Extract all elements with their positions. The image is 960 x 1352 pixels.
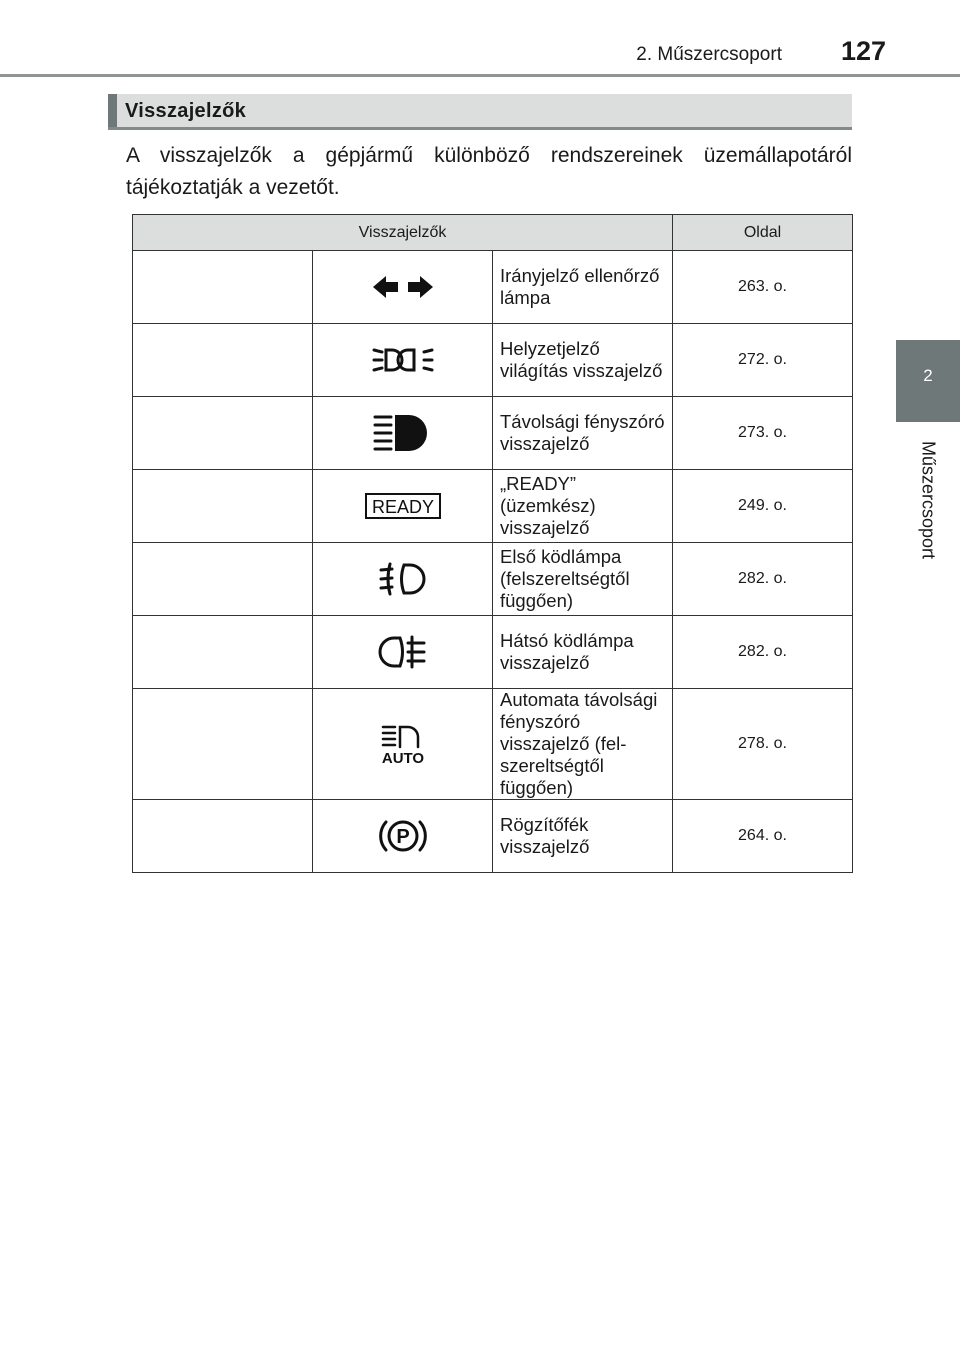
- blank-cell: [133, 470, 313, 543]
- tail-light-icon: [371, 343, 435, 377]
- front-fog-light-icon: [378, 561, 428, 597]
- table-row: [133, 689, 853, 800]
- table-row: [133, 800, 853, 873]
- icon-cell: [313, 543, 493, 616]
- indicator-label: Rögzítőfék visszajelző: [493, 800, 673, 873]
- blank-cell: [133, 543, 313, 616]
- blank-cell: [133, 251, 313, 324]
- icon-cell: [313, 616, 493, 689]
- svg-text:P: P: [395, 826, 410, 848]
- section-heading-accent: [108, 94, 117, 127]
- page-reference: 278. o.: [673, 689, 853, 800]
- page-reference: 249. o.: [673, 470, 853, 543]
- page-reference: 263. o.: [673, 251, 853, 324]
- chapter-number: 2: [923, 366, 933, 385]
- blank-cell: [133, 800, 313, 873]
- table-row: [133, 324, 853, 397]
- table-header-row: [133, 215, 853, 251]
- blank-cell: [133, 397, 313, 470]
- high-beam-icon: [371, 413, 435, 453]
- section-heading-bar: [108, 94, 852, 130]
- table-row: [133, 251, 853, 324]
- indicator-label: Távolsági fényszóró visszajelző: [493, 397, 673, 470]
- page-reference: 282. o.: [673, 543, 853, 616]
- indicator-label: Hátsó ködlámpa visszajelző: [493, 616, 673, 689]
- indicator-label: Irányjelző ellenőrző lámpa: [493, 251, 673, 324]
- page-reference: 282. o.: [673, 616, 853, 689]
- icon-cell: [313, 470, 493, 543]
- svg-text:READY: READY: [371, 497, 434, 517]
- indicator-label: [493, 689, 673, 800]
- column-header-indicators: Visszajelzők: [133, 215, 673, 251]
- blank-cell: [133, 324, 313, 397]
- auto-high-beam-icon: [378, 723, 428, 765]
- indicator-label-line: Automata távolsági fényszóró visszajelző (fel-: [500, 689, 658, 754]
- table-row: [133, 470, 853, 543]
- table-row: [133, 616, 853, 689]
- parking-brake-icon: [377, 816, 429, 856]
- page-reference: 264. o.: [673, 800, 853, 873]
- indicator-table: [132, 214, 853, 873]
- table-row: [133, 397, 853, 470]
- header-section-title: 2. Műszercsoport: [636, 44, 782, 65]
- blank-cell: [133, 616, 313, 689]
- page-reference: 272. o.: [673, 324, 853, 397]
- icon-cell: [313, 800, 493, 873]
- rear-fog-light-icon: [378, 634, 428, 670]
- column-header-page: Oldal: [673, 215, 853, 251]
- indicator-label: Helyzetjelző világítás visszajelző: [493, 324, 673, 397]
- intro-paragraph: A visszajelzők a gépjármű különböző rendszereinek üzemállapotáról tájékoztatják a vezetőt.: [126, 144, 852, 199]
- indicator-label: Első ködlámpa (felszereltségtől függően): [493, 543, 673, 616]
- turn-signal-arrows-icon: [371, 272, 435, 302]
- indicator-label-line: szereltségtől függően): [500, 755, 604, 798]
- icon-cell: [313, 324, 493, 397]
- indicator-label: „READY” (üzemkész) visszajelző: [493, 470, 673, 543]
- icon-cell: [313, 397, 493, 470]
- icon-cell: [313, 689, 493, 800]
- page-number: 127: [840, 36, 886, 66]
- header-rule: [0, 74, 960, 77]
- blank-cell: [133, 689, 313, 800]
- chapter-side-label: Műszercsoport: [918, 440, 939, 560]
- svg-text:AUTO: AUTO: [381, 750, 424, 765]
- table-row: [133, 543, 853, 616]
- page-reference: 273. o.: [673, 397, 853, 470]
- section-title: Visszajelzők: [125, 100, 247, 122]
- icon-cell: [313, 251, 493, 324]
- ready-icon: [365, 493, 441, 519]
- chapter-side-tab: [896, 340, 960, 422]
